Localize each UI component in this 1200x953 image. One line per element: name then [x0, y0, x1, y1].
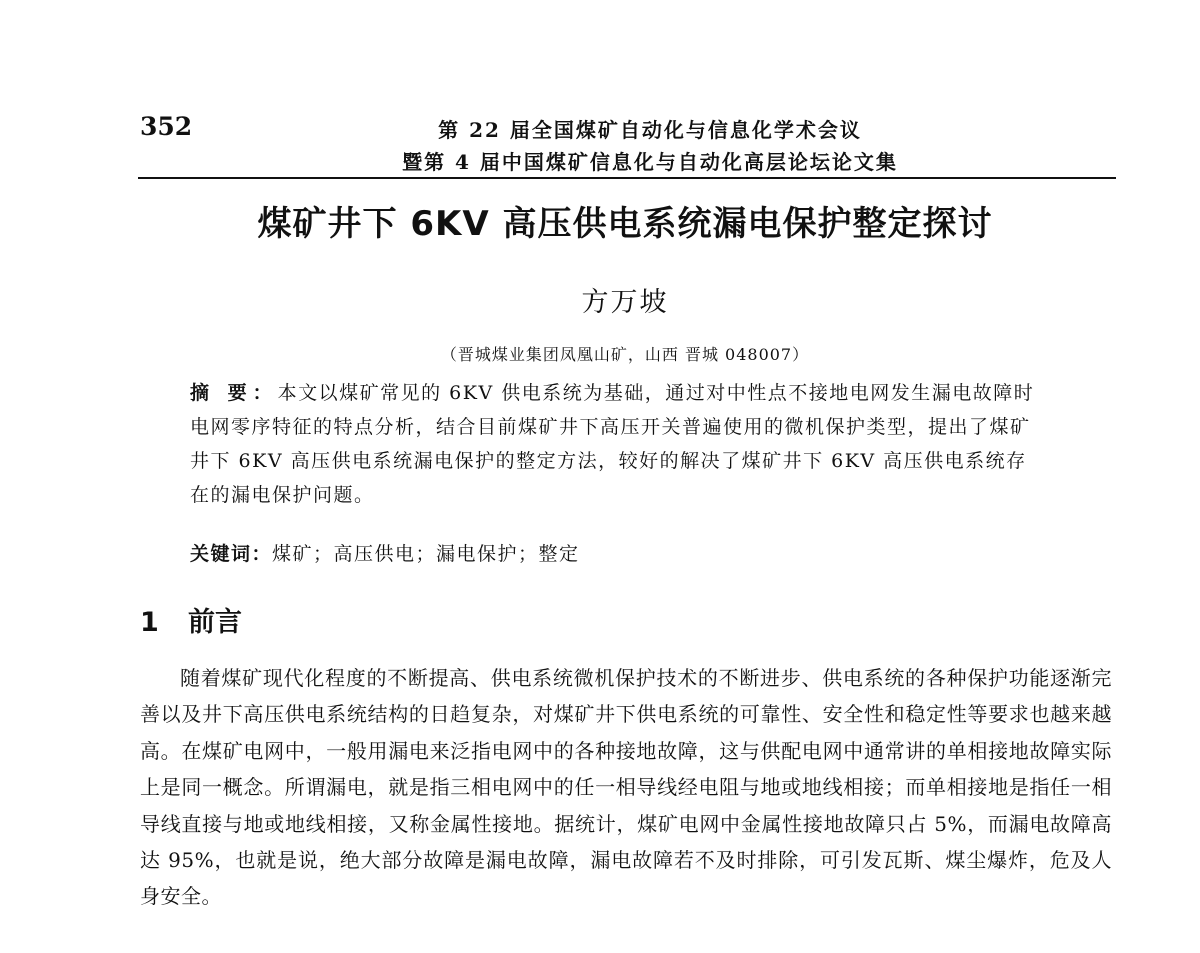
- conference-title-line2: 暨第 4 届中国煤矿信息化与自动化高层论坛论文集: [402, 150, 898, 174]
- keywords-text: 煤矿；高压供电；漏电保护；整定: [272, 543, 580, 565]
- paper-title: 煤矿井下 6KV 高压供电系统漏电保护整定探讨: [257, 204, 993, 244]
- body-paragraph: 随着煤矿现代化程度的不断提高、供电系统微机保护技术的不断进步、供电系统的各种保护功能逐渐完善以及井下高压供电系统结构的日趋复杂，对煤矿井下供电系统的可靠性、安全性和稳定性等要求也越来越高。在煤矿电网中，一般用漏电来泛指电网中的各种接地故障，这与供配电网中通常讲的单相接地故障实际上是同一概念。所谓漏电，就是指三相电网中的任一相导线经电阻与地或地线相接；而单相接地是指任一相导线直接与地或地线相接，又称金属性接地。据统计，煤矿电网中金属性接地故障只占 5%，而漏电故障高达 95%，也就是说，绝大部分故障是漏电故障，漏电故障若不及时排除，可引发瓦斯、煤尘爆炸，危及人身安全。: [140, 666, 1112, 909]
- section-heading: [140, 600, 242, 639]
- page-number: 352: [140, 112, 193, 141]
- section-title: 前言: [188, 607, 242, 638]
- abstract: [190, 376, 1040, 512]
- abstract-label: 摘 要：: [190, 382, 278, 404]
- author-affiliation: （晋城煤业集团凤凰山矿，山西 晋城 048007）: [440, 345, 810, 364]
- section-number: 1: [140, 607, 159, 638]
- author-name: 方万坡: [581, 287, 669, 318]
- header-divider: [138, 177, 1116, 179]
- keywords: [190, 539, 1040, 566]
- keywords-label: 关键词：: [190, 543, 273, 565]
- abstract-text: 本文以煤矿常见的 6KV 供电系统为基础，通过对中性点不接地电网发生漏电故障时电网零序特征的特点分析，结合目前煤矿井下高压开关普遍使用的微机保护类型，提出了煤矿井下 6KV 高压供电系统漏电保护的整定方法，较好的解决了煤矿井下 6KV 高压供电系统存在的漏电保护问题。: [190, 382, 1035, 506]
- conference-title-line1: 第 22 届全国煤矿自动化与信息化学术会议: [438, 118, 862, 142]
